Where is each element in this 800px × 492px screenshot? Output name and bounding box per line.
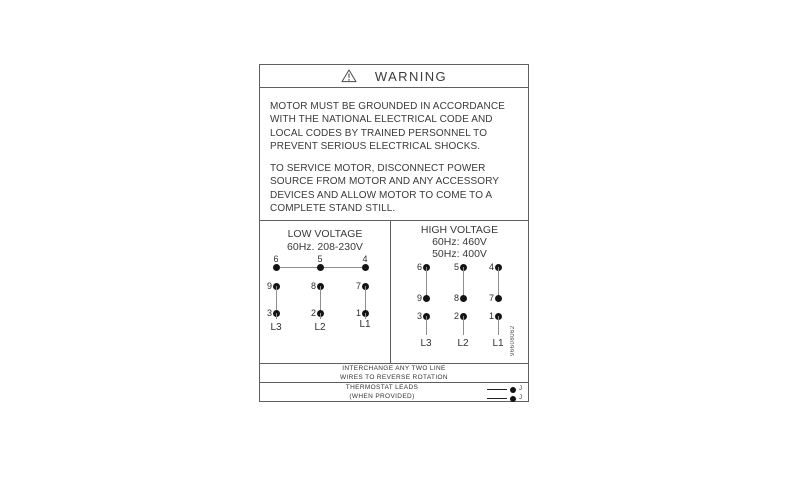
lead-label: J (519, 395, 522, 402)
grounding-line: MOTOR MUST BE GROUNDED IN ACCORDANCE (270, 101, 505, 112)
line-label: L2 (457, 338, 469, 349)
wire-line (498, 267, 499, 298)
terminal-dot (460, 295, 467, 302)
thermostat-lead-symbol (487, 386, 522, 393)
service-line: SOURCE FROM MOTOR AND ANY ACCESSORY (270, 176, 500, 188)
voltage-diagrams (260, 220, 528, 363)
warning-title: WARNING (374, 68, 448, 84)
line-label: L3 (270, 322, 282, 333)
terminal-number: 7 (355, 281, 361, 291)
line-label: L3 (420, 338, 432, 349)
terminal-number: 3 (416, 311, 422, 321)
high-voltage-heading: HIGH VOLTAGE (420, 224, 499, 236)
lead-wire-line (487, 389, 507, 390)
lead-label: J (519, 386, 522, 393)
wire-line (365, 286, 366, 313)
service-line: COMPLETE STAND STILL. (270, 203, 396, 215)
service-line: DEVICES AND ALLOW MOTOR TO COME TO A (270, 189, 493, 201)
terminal-number: 6 (273, 254, 279, 264)
grounding-paragraph (270, 100, 518, 153)
thermostat-note (260, 382, 528, 401)
wire-line (276, 286, 277, 313)
wire-line (426, 267, 427, 298)
wire-line (463, 316, 464, 335)
grounding-line: PREVENT SERIOUS ELECTRICAL SHOCKS. (270, 140, 481, 152)
terminal-number: 2 (310, 308, 316, 318)
warning-triangle-icon (341, 69, 357, 83)
lead-terminal-dot (510, 387, 516, 393)
line-label: L2 (314, 322, 326, 333)
terminal-number: 1 (488, 311, 494, 321)
high-voltage-title (391, 224, 528, 260)
low-voltage-rating: 60Hz. 208-230V (287, 241, 363, 253)
terminal-number: 6 (416, 262, 422, 272)
line-label: L1 (492, 338, 504, 349)
wire-line (320, 313, 321, 319)
grounding-line: WITH THE NATIONAL ELECTRICAL CODE AND (270, 114, 493, 126)
warning-text (260, 88, 528, 220)
grounding-line: LOCAL CODES BY TRAINED PERSONNEL TO (270, 127, 488, 139)
service-paragraph (270, 162, 518, 215)
thermostat-note-line2: (WHEN PROVIDED) (349, 392, 415, 400)
terminal-number: 4 (488, 262, 494, 272)
motor-warning-label (259, 64, 529, 402)
wire-line (463, 267, 464, 298)
terminal-dot (495, 295, 502, 302)
terminal-number: 2 (453, 311, 459, 321)
high-voltage-rating-50: 50Hz: 400V (432, 248, 487, 260)
drawing-number: 96608062 (510, 325, 516, 356)
lead-wire-line (487, 398, 507, 399)
line-label: L1 (359, 319, 371, 330)
rotation-note-line1: INTERCHANGE ANY TWO LINE (342, 365, 446, 372)
terminal-dot (423, 295, 430, 302)
wire-line (426, 316, 427, 335)
terminal-number: 8 (310, 281, 316, 291)
wire-line (498, 316, 499, 335)
terminal-number: 3 (266, 308, 272, 318)
terminal-number: 5 (317, 254, 323, 264)
terminal-number: 8 (453, 293, 459, 303)
high-voltage-rating-60: 60Hz: 460V (432, 236, 487, 248)
terminal-dot (317, 264, 324, 271)
rotation-note-line2: WIRES TO REVERSE ROTATION (340, 373, 448, 381)
low-voltage-title (260, 228, 390, 254)
low-voltage-heading: LOW VOLTAGE (287, 228, 363, 240)
rotation-note (260, 363, 528, 382)
wire-line (276, 313, 277, 319)
warning-header (260, 65, 528, 88)
terminal-number: 5 (453, 262, 459, 272)
service-line: TO SERVICE MOTOR, DISCONNECT POWER (270, 163, 486, 175)
thermostat-lead-symbol (487, 395, 522, 402)
terminal-number: 4 (362, 254, 368, 264)
terminal-dot (362, 264, 369, 271)
terminal-number: 9 (416, 293, 422, 303)
terminal-dot (273, 264, 280, 271)
terminal-number: 1 (355, 308, 361, 318)
terminal-number: 9 (266, 281, 272, 291)
wire-line (320, 286, 321, 313)
terminal-number: 7 (488, 293, 494, 303)
thermostat-note-line1: THERMOSTAT LEADS (345, 384, 419, 391)
lead-terminal-dot (510, 396, 516, 402)
